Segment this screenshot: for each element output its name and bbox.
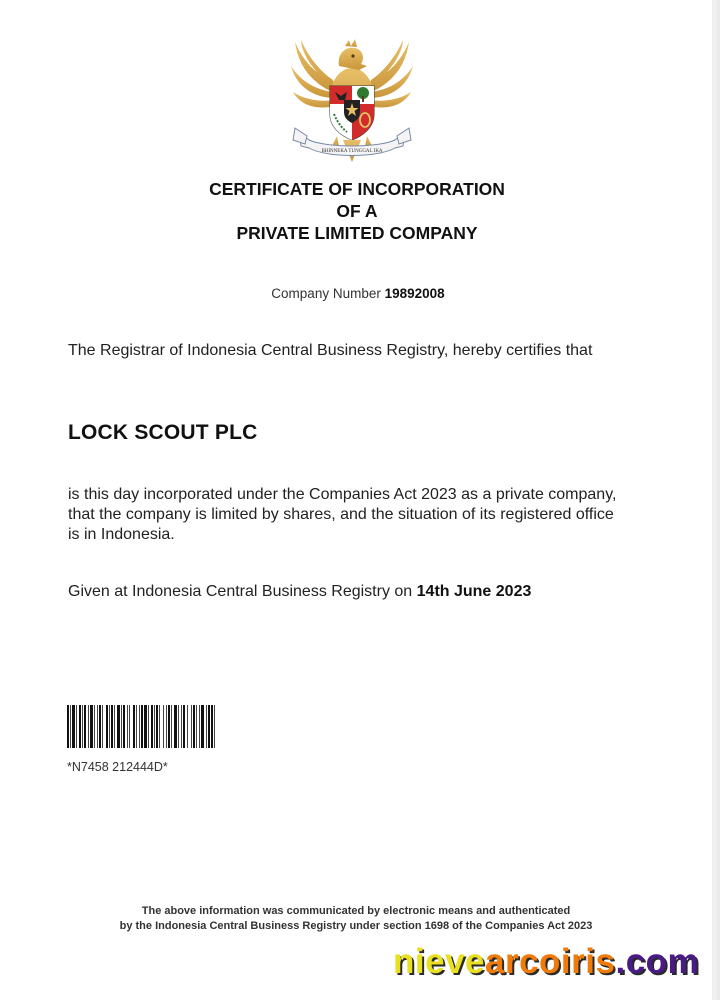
watermark-part-1: nieve (393, 942, 485, 981)
barcode-text: *N7458 212444D* (67, 760, 168, 774)
certification-text: The Registrar of Indonesia Central Business Registry, hereby certifies that (68, 342, 593, 359)
title-line-3: PRIVATE LIMITED COMPANY (236, 223, 478, 243)
garuda-pancasila-emblem-icon (287, 36, 417, 172)
company-name: LOCK SCOUT PLC (68, 421, 258, 444)
given-prefix: Given at Indonesia Central Business Registry on (68, 583, 413, 600)
title-line-1: CERTIFICATE OF INCORPORATION (209, 179, 505, 199)
footer-line-2: by the Indonesia Central Business Registry under section 1698 of the Companies Act 2023 (119, 920, 593, 932)
certificate-title (0, 178, 714, 244)
incorporation-text: is this day incorporated under the Companies Act 2023 as a private company, that the company is limited by shares, and the situation of its registered office is in Indonesia. (68, 486, 617, 543)
incorporation-date: 14th June 2023 (416, 583, 532, 600)
watermark-part-3: .com (615, 942, 700, 981)
footer-line-1: The above information was communicated by electronic means and authenticated (141, 905, 571, 917)
given-statement (68, 582, 628, 602)
company-number-label: Company Number (271, 286, 381, 301)
barcode-icon (67, 705, 328, 748)
watermark-part-2: arcoiris (485, 942, 616, 981)
title-line-2: OF A (336, 201, 378, 221)
svg-text:BHINNEKA TUNGGAL IKA: BHINNEKA TUNGGAL IKA (321, 149, 383, 154)
footer-note (0, 904, 712, 934)
watermark (393, 942, 699, 982)
company-number-value: 19892008 (384, 286, 445, 301)
page-edge (712, 0, 720, 1000)
company-number (0, 286, 716, 301)
